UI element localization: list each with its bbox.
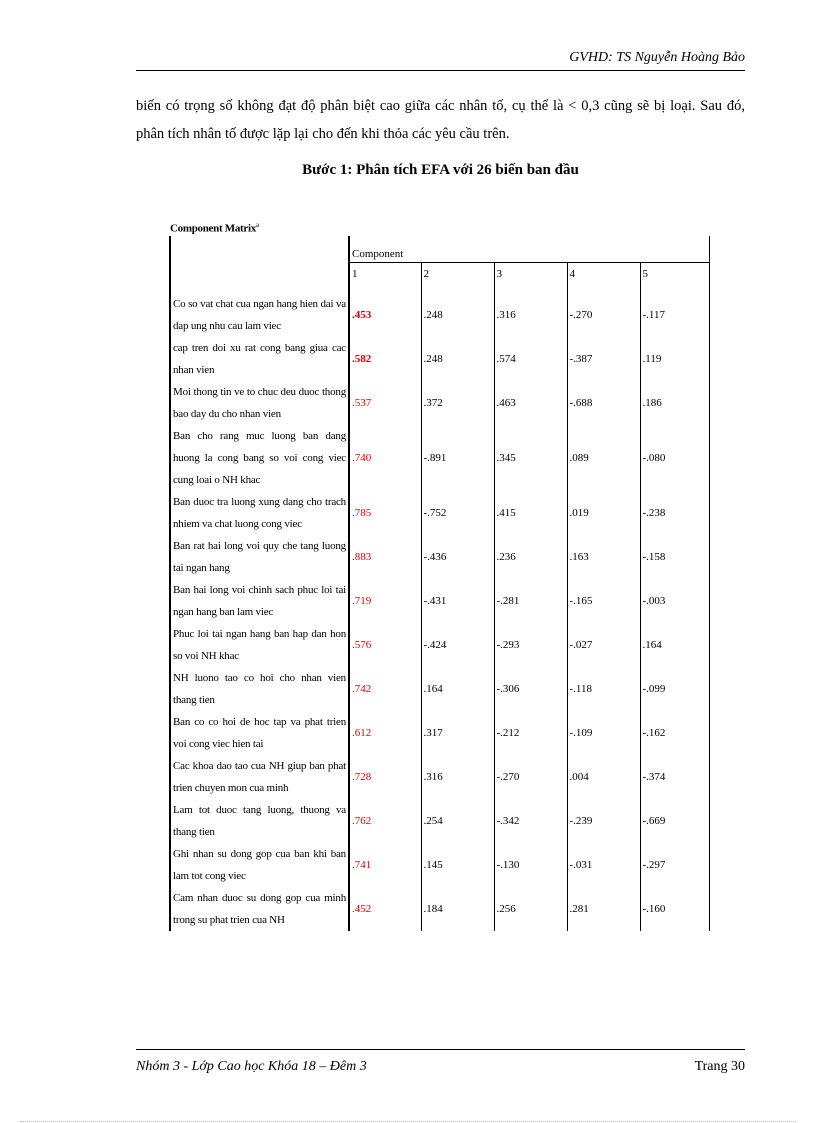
step-title: Bước 1: Phân tích EFA với 26 biến ban đầu: [302, 162, 579, 178]
cell-component-3: .574: [494, 337, 567, 381]
row-label-header: [170, 236, 349, 285]
cell-component-1: .785: [349, 491, 421, 535]
cell-component-2: .248: [421, 293, 494, 337]
row-label: NH luono tao co hoi cho nhan vien thang tien: [170, 667, 349, 711]
cell-component-3: .415: [494, 491, 567, 535]
cell-component-4: -.027: [567, 623, 640, 667]
cell-component-3: .345: [494, 425, 567, 491]
cell-component-5: -.117: [640, 293, 709, 337]
cell-component-4: -.031: [567, 843, 640, 887]
table-row: [170, 799, 709, 843]
cell-component-3: -.293: [494, 623, 567, 667]
spacer-cell: [567, 285, 640, 293]
row-label: Moi thong tin ve to chuc deu duoc thong bao day du cho nhan vien: [170, 381, 349, 425]
cell-component-4: -.688: [567, 381, 640, 425]
cell-component-3: -.270: [494, 755, 567, 799]
cell-component-3: -.306: [494, 667, 567, 711]
cell-component-5: -.374: [640, 755, 709, 799]
component-header-row: [170, 236, 709, 263]
cell-component-5: -.158: [640, 535, 709, 579]
cell-component-3: -.212: [494, 711, 567, 755]
cell-component-3: -.130: [494, 843, 567, 887]
cell-component-5: -.099: [640, 667, 709, 711]
cell-component-3: -.342: [494, 799, 567, 843]
cell-component-1: .453: [349, 293, 421, 337]
cell-component-3: .236: [494, 535, 567, 579]
spacer-label-cell: [170, 285, 349, 293]
body-paragraph: biến có trọng số không đạt độ phân biệt cao giữa các nhân tố, cụ thể là < 0,3 cũng sẽ bị loại. Sau đó, phân tích nhân tố được lặp lại cho đến khi thỏa các yêu cầu trên.: [136, 98, 745, 142]
cell-component-4: -.239: [567, 799, 640, 843]
cell-component-2: -.424: [421, 623, 494, 667]
cell-component-2: -.431: [421, 579, 494, 623]
cell-component-1: .728: [349, 755, 421, 799]
cell-component-1: .719: [349, 579, 421, 623]
cell-component-1: .883: [349, 535, 421, 579]
cell-component-4: -.118: [567, 667, 640, 711]
spacer-cell: [349, 285, 421, 293]
table-row: [170, 293, 709, 337]
col-header-4: 4: [567, 263, 640, 286]
col-header-1: 1: [349, 263, 421, 286]
cell-component-2: -.752: [421, 491, 494, 535]
spacer-cell: [494, 285, 567, 293]
cell-component-4: -.387: [567, 337, 640, 381]
cell-component-2: -.436: [421, 535, 494, 579]
col-header-2: 2: [421, 263, 494, 286]
footer-divider: [136, 1049, 745, 1050]
cell-component-3: .256: [494, 887, 567, 931]
table-row: [170, 491, 709, 535]
cell-component-5: -.003: [640, 579, 709, 623]
cell-component-1: .582: [349, 337, 421, 381]
cell-component-4: .019: [567, 491, 640, 535]
row-label: Ban rat hai long voi quy che tang luong tai ngan hang: [170, 535, 349, 579]
cell-component-5: .164: [640, 623, 709, 667]
cell-component-1: .612: [349, 711, 421, 755]
component-header: Component: [349, 236, 709, 263]
cell-component-4: .163: [567, 535, 640, 579]
row-label: Phuc loi tai ngan hang ban hap dan hon so voi NH khac: [170, 623, 349, 667]
row-label: Ghi nhan su dong gop cua ban khi ban lam tot cong viec: [170, 843, 349, 887]
cell-component-2: .254: [421, 799, 494, 843]
table-row: [170, 579, 709, 623]
cell-component-1: .762: [349, 799, 421, 843]
cell-component-4: -.270: [567, 293, 640, 337]
row-label: Ban cho rang muc luong ban dang huong la cong bang so voi cong viec cung loai o NH khac: [170, 425, 349, 491]
cell-component-4: -.109: [567, 711, 640, 755]
col-header-3: 3: [494, 263, 567, 286]
cell-component-2: .248: [421, 337, 494, 381]
cell-component-1: .740: [349, 425, 421, 491]
matrix-title-text: Component Matrix: [170, 222, 256, 235]
table-row: [170, 755, 709, 799]
cell-component-2: .372: [421, 381, 494, 425]
table-row: [170, 667, 709, 711]
cell-component-4: .089: [567, 425, 640, 491]
cell-component-1: .537: [349, 381, 421, 425]
footer-group-info: Nhóm 3 - Lớp Cao học Khóa 18 – Đêm 3: [136, 1059, 367, 1074]
cell-component-2: .145: [421, 843, 494, 887]
spacer-cell: [640, 285, 709, 293]
cell-component-5: -.238: [640, 491, 709, 535]
table-row: [170, 843, 709, 887]
page-header: GVHD: TS Nguyễn Hoàng Bảo: [569, 50, 745, 65]
row-label: Lam tot duoc tang luong, thuong va thang tien: [170, 799, 349, 843]
cell-component-5: .186: [640, 381, 709, 425]
table-row: [170, 887, 709, 931]
cell-component-4: .281: [567, 887, 640, 931]
row-label: Ban hai long voi chinh sach phuc loi tai ngan hang ban lam viec: [170, 579, 349, 623]
row-label: Ban co co hoi de hoc tap va phat trien voi cong viec hien tai: [170, 711, 349, 755]
cell-component-3: .316: [494, 293, 567, 337]
cell-component-5: -.669: [640, 799, 709, 843]
row-label: Ban duoc tra luong xung dang cho trach nhiem va chat luong cong viec: [170, 491, 349, 535]
header-divider: [136, 70, 745, 71]
cell-component-1: .452: [349, 887, 421, 931]
cell-component-2: .184: [421, 887, 494, 931]
cell-component-5: -.160: [640, 887, 709, 931]
table-row: [170, 623, 709, 667]
matrix-title: [170, 221, 259, 235]
cell-component-2: .164: [421, 667, 494, 711]
cell-component-1: .576: [349, 623, 421, 667]
row-label: Cac khoa dao tao cua NH giup ban phat trien chuyen mon cua minh: [170, 755, 349, 799]
cell-component-2: .316: [421, 755, 494, 799]
table-row: [170, 337, 709, 381]
cell-component-1: .741: [349, 843, 421, 887]
cell-component-5: .119: [640, 337, 709, 381]
row-label: Cam nhan duoc su dong gop cua minh trong su phat trien cua NH: [170, 887, 349, 931]
spacer-cell: [421, 285, 494, 293]
cell-component-4: .004: [567, 755, 640, 799]
cell-component-3: -.281: [494, 579, 567, 623]
footer-page-number: Trang 30: [694, 1059, 745, 1074]
cell-component-5: -.162: [640, 711, 709, 755]
cell-component-3: .463: [494, 381, 567, 425]
table-row: [170, 425, 709, 491]
page-bottom-edge: [20, 1121, 796, 1122]
cell-component-4: -.165: [567, 579, 640, 623]
cell-component-2: .317: [421, 711, 494, 755]
cell-component-5: -.080: [640, 425, 709, 491]
table-row: [170, 711, 709, 755]
row-label: cap tren doi xu rat cong bang giua cac nhan vien: [170, 337, 349, 381]
table-row: [170, 535, 709, 579]
component-matrix-table: [169, 236, 710, 931]
table-row: [170, 381, 709, 425]
matrix-title-superscript: a: [255, 221, 259, 229]
col-header-5: 5: [640, 263, 709, 286]
row-label: Co so vat chat cua ngan hang hien dai va dap ung nhu cau lam viec: [170, 293, 349, 337]
table-spacer: [170, 285, 709, 293]
cell-component-5: -.297: [640, 843, 709, 887]
cell-component-1: .742: [349, 667, 421, 711]
cell-component-2: -.891: [421, 425, 494, 491]
